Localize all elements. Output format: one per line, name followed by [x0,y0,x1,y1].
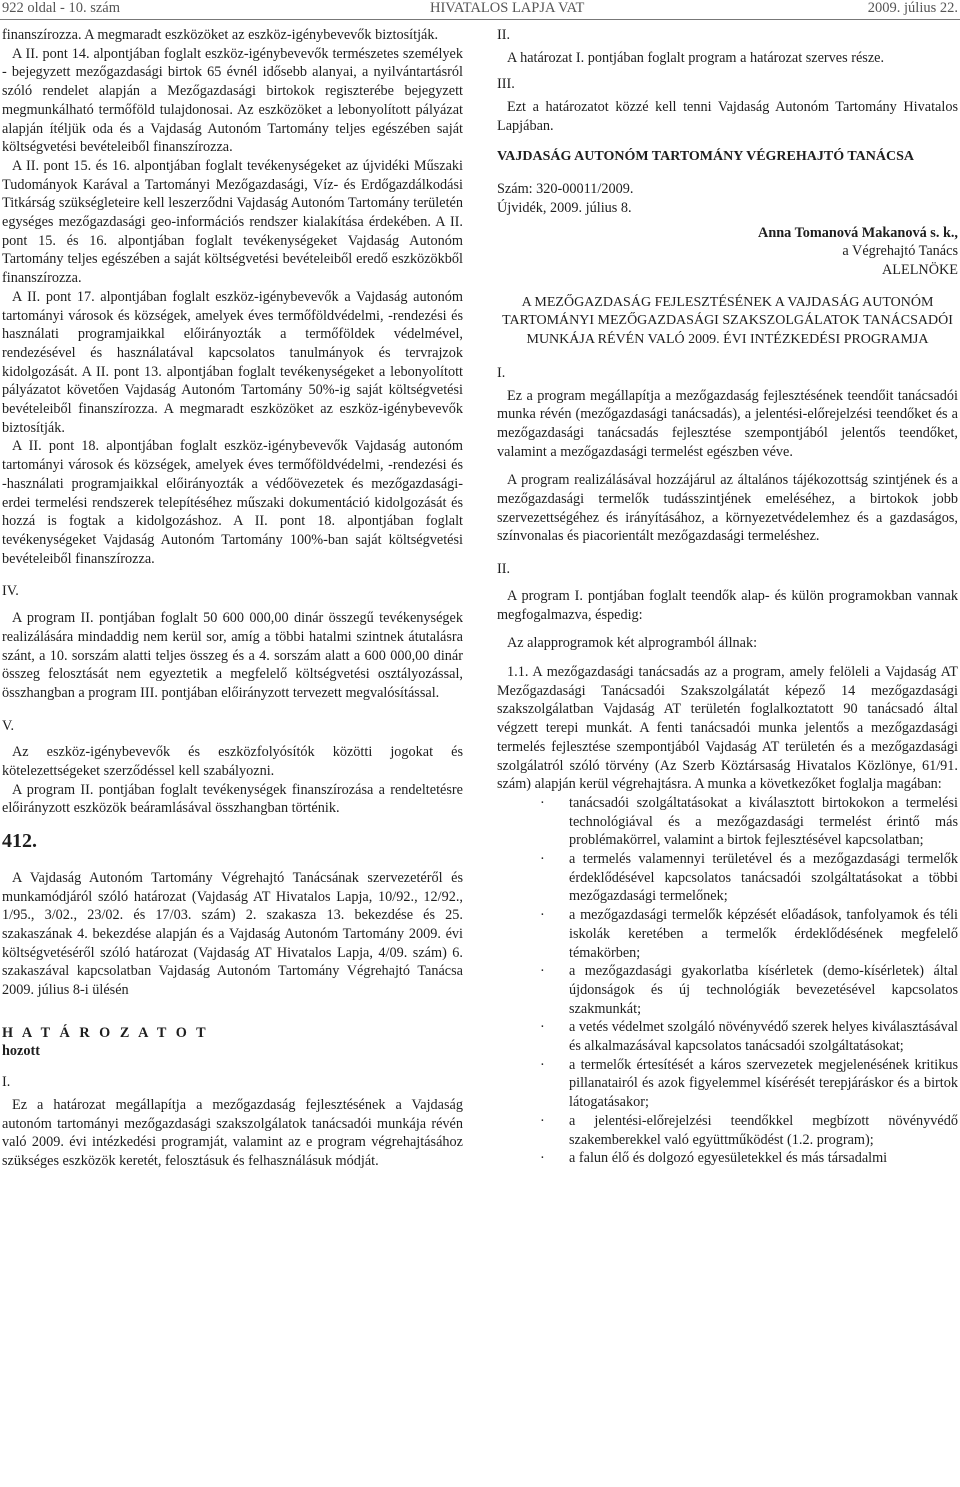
bullet-icon: · [540,1019,545,1036]
paragraph: Az eszköz-igénybevevők és eszközfolyósítók közötti jogokat és kötelezettségeket szerződéssel kell szabályozni. [2,744,463,780]
section-heading: V. [2,717,15,734]
list-item: · a mezőgazdasági termelők képzését előadások, tanfolyamok és téli iskolák keretében a termelők érdeklődésének megfelelő témakörben; [540,907,958,961]
paragraph: 1.1. A mezőgazdasági tanácsadás az a program, amely felöleli a Vajdaság AT Mezőgazdasági Tanácsadói Szakszolgálatát képező 14 mezőgazdasági szakszolgálatban Vajdaság AT területén foglalkoztatott 90 tanácsadó által végzett terepi munkát. A fenti tanácsadói munka jelentős a mezőgazdasági termelés fejlesztése szempontjából Vajdaság AT területén és a mezőgazdasági szolgálatról szóló törvény (Az Szerb Köztársaság Hivatalos Közlönye, 61/91. szám) alapján kerül végrehajtásra. A munka a következőket foglalja magában: [497,663,958,793]
list-item: · tanácsadói szolgáltatásokat a kiválasztott birtokokon a termelési technológiával és a mezőgazdasági termelést érintő más problémakörrel, valamint a birtok fejlesztésével kapcsolatban; [540,794,958,849]
task-list [497,794,958,1168]
left-column [2,26,463,1171]
paragraph: A program I. pontjában foglalt teendők alap- és külön programokban vannak megfogalmazva, éspedig: [497,587,958,623]
section-heading: I. [497,364,506,381]
list-item: · a termelés valamennyi területével és a mezőgazdasági termelők érdeklődésével kapcsolatos tanácsadói szolgáltatásokat a többi mezőgazdasági termelőnek; [540,851,958,905]
signer-role: a Végrehajtó Tanács [842,243,958,260]
page-header [0,0,960,22]
section-heading: III. [497,76,515,93]
header-rule [0,19,960,20]
bullet-icon: · [540,851,545,868]
program-title: A MEZŐGAZDASÁG FEJLESZTÉSÉNEK A VAJDASÁG AUTONÓM TARTOMÁNYI MEZŐGAZDASÁGI SZAKSZOLGÁLATOK TANÁCSADÓI MUNKÁJA RÉVÉN VALÓ 2009. ÉVI INTÉZKEDÉSI PROGRAMJA [502,294,953,348]
paragraph: A program realizálásával hozzájárul az általános tájékozottság szintjének és a mezőgazdasági termelők tudásszintjének emeléséhez, a birtokok jobb szervezettségéhez és irányításához, a környezetvédelemhez és a gazdaságos, színvonalas és piacorientált mezőgazdasági termeléshez. [497,472,958,545]
issue-place-date: Újvidék, 2009. július 8. [497,199,632,216]
list-item: · a mezőgazdasági gyakorlatba kísérletek (demo-kísérletek) által újdonságok és új technológiák bevezetésével kapcsolatos szakmunkát; [540,963,958,1017]
journal-title: HIVATALOS LAPJA VAT [430,0,585,16]
paragraph: A határozat I. pontjában foglalt program a határozat szerves része. [507,49,885,66]
paragraph: A program II. pontjában foglalt tevékenységek finanszírozása a rendeltetésre előirányzott eszközök beáramlásával összhangban történik. [2,781,463,817]
bullet-icon: · [540,1150,545,1167]
reference-number: Szám: 320-00011/2009. [497,181,634,198]
issue-date: 2009. július 22. [867,0,958,16]
page-number: 922 oldal - 10. szám [2,0,120,16]
section-heading: II. [497,27,511,43]
decree-title: H A T Á R O Z A T O T [2,1024,209,1041]
paragraph: A II. pont 17. alpontjában foglalt eszköz-igénybevevők a Vajdaság autonóm tartományi városok és községek, amelyek éves termőföldvédelmi, -rendezési és használati programjaikkal előirányozták a termőföldek védelmével, rendezésével és használatával kapcsolatos tanulmányok és tervrajzok kidolgozását. A II. pont 13. alpontjában foglalt tevékenységeket a lebonyolított pályázatot követően Vajdaság Autonóm Tartomány 50%-ig saját költségvetési bevételeiből finanszírozza. A megmaradt eszközöket az eszköz-igénybevevők biztosítják. [2,288,463,436]
paragraph: A II. pont 15. és 16. alpontjában foglalt tevékenységeket az újvidéki Műszaki Tudományok Karával a Tartományi Mezőgazdasági, Víz- és Erdőgazdálkodási Titkárság szükségleteire kell leszerződni Vajdaság Autonóm Tartomány területén egységes mezőgazdasági geo-információs rendszer kialakítása érdekében. A II. pont 15. és 16. alpontjában foglalt tevékenységeket Vajdaság Autonóm Tartomány teljes egészében a saját költségvetési bevételeiből eredő eszközökből finanszírozza. [2,157,463,287]
section-heading: IV. [2,583,19,600]
paragraph: A program II. pontjában foglalt 50 600 000,00 dinár összegű tevékenységek realizálására mindaddig nem kerül sor, amíg a többi hatalmi szintnek átutalásra szánt, a 10. sorszám alatti teljes összeg és a 4. sorszám alatt a 600 000,00 dinár összeg felosztását nem egyeztetik a megfelelő költségvetési osztályozással, összhangban a program III. pontjában előirányzott tervezett megvalósítással. [2,610,463,701]
bullet-icon: · [540,1112,545,1129]
signer-title: ALELNÖKE [882,262,958,279]
right-column [497,26,958,1168]
bullet-icon: · [540,794,545,811]
section-heading: I. [2,1074,11,1091]
list-item: · a falun élő és dolgozó egyesületekkel és más társadalmi [540,1150,888,1167]
decree-subtitle: hozott [2,1043,40,1060]
bullet-icon: · [540,963,545,980]
list-item: · a termelők értesítését a káros szervezetek megjelenésének kritikus pillanatairól és azok figyelemmel kísérését terepjáráskor és a birtok látogatásakor; [540,1056,958,1111]
section-heading: II. [497,561,511,578]
decree-number: 412. [2,830,37,853]
signer-name: Anna Tomanová Makanová s. k., [758,224,958,241]
paragraph: Ez a határozat megállapítja a mezőgazdaság fejlesztésének a Vajdaság autonóm tartományi mezőgazdasági szakszolgálatok tanácsadói munkája révén való 2009. évi intézkedési programját, valamint az e program végrehajtásához szükséges eszközök keretét, felosztásuk és felhasználásuk módját. [2,1096,463,1169]
paragraph: A II. pont 18. alpontjában foglalt eszköz-igénybevevők Vajdaság autonóm tartományi városok és községek, amelyek éves termőföldvédelmi, -rendezési és -használati programjaikkal előirányozták a védőövezetek és mezőgazdasági-erdei termelési rendszerek telepítéséhez műszaki dokumentáció kidolgozását és hozzá is fogtak a kidolgozáshoz. A II. pont 18. alpontjában foglalt tevékenységeket Vajdaság Autonóm Tartomány 100%-ban saját költségvetési bevételeiből finanszírozza. [2,438,463,567]
bullet-icon: · [540,907,545,924]
paragraph: A Vajdaság Autonóm Tartomány Végrehajtó Tanácsának szervezetéről és munkamódjáról szóló határozat (Vajdaság AT Hivatalos Lapja, 10/92., 12/92., 1/95., 3/02., 23/02. és 17/03. szám) 2. szakasza 13. bekezdése és 25. szakaszának 4. bekezdése alapján és a Vajdaság Autonóm Tartomány 2009. évi költségvetéséről szóló határozat (Vajdaság AT Hivatalos Lapja, 4/09. szám) 6. szakaszával kapcsolatban Vajdaság Autonóm Tartomány Végrehajtó Tanácsa 2009. július 8-i ülésén [2,869,463,999]
list-item: · a vetés védelmet szolgáló növényvédő szerek helyes kiválasztásával és alkalmazásával kapcsolatos tanácsadói szolgáltatásokat; [540,1019,958,1055]
paragraph: Ezt a határozatot közzé kell tenni Vajdaság Autonóm Tartomány Hivatalos Lapjában. [497,99,958,134]
paragraph: Az alapprogramok két alprogramból állnak: [507,635,758,652]
paragraph: A II. pont 14. alpontjában foglalt eszköz-igénybevevők természetes személyek - bejegyzett mezőgazdasági birtok 65 évnél idősebb alanyai, a nyilvántartásról szóló rendelet alapján a Mezőgazdasági birtokok regiszterébe bejegyzett megmunkálható termőföld tulajdonosai. Az eszközöket a lebonyolított pályázat alapján ítéljük oda és a Vajdaság Autonóm Tartomány teljes egészében saját költségvetési bevételeiből finanszírozza. [2,45,463,156]
list-item: · a jelentési-előrejelzési teendőkkel megbízott növényvédő szakemberekkel való együttműködést (1.2. program); [540,1112,958,1148]
issuer-heading: VAJDASÁG AUTONÓM TARTOMÁNY VÉGREHAJTÓ TANÁCSA [497,148,914,164]
paragraph: Ez a program megállapítja a mezőgazdaság fejlesztésének teendőit tanácsadói munka révén (mezőgazdasági tanácsadás), a jelentési-előrejelzési teendőket és a mezőgazdasági tanácsadás fejlesztése szempontjából jelentős teendőket, valamint a mezőgazdasági termelést egészben véve. [497,387,958,460]
paragraph: finanszírozza. A megmaradt eszközöket az eszköz-igénybevevők biztosítják. [2,27,439,43]
bullet-icon: · [540,1056,545,1073]
